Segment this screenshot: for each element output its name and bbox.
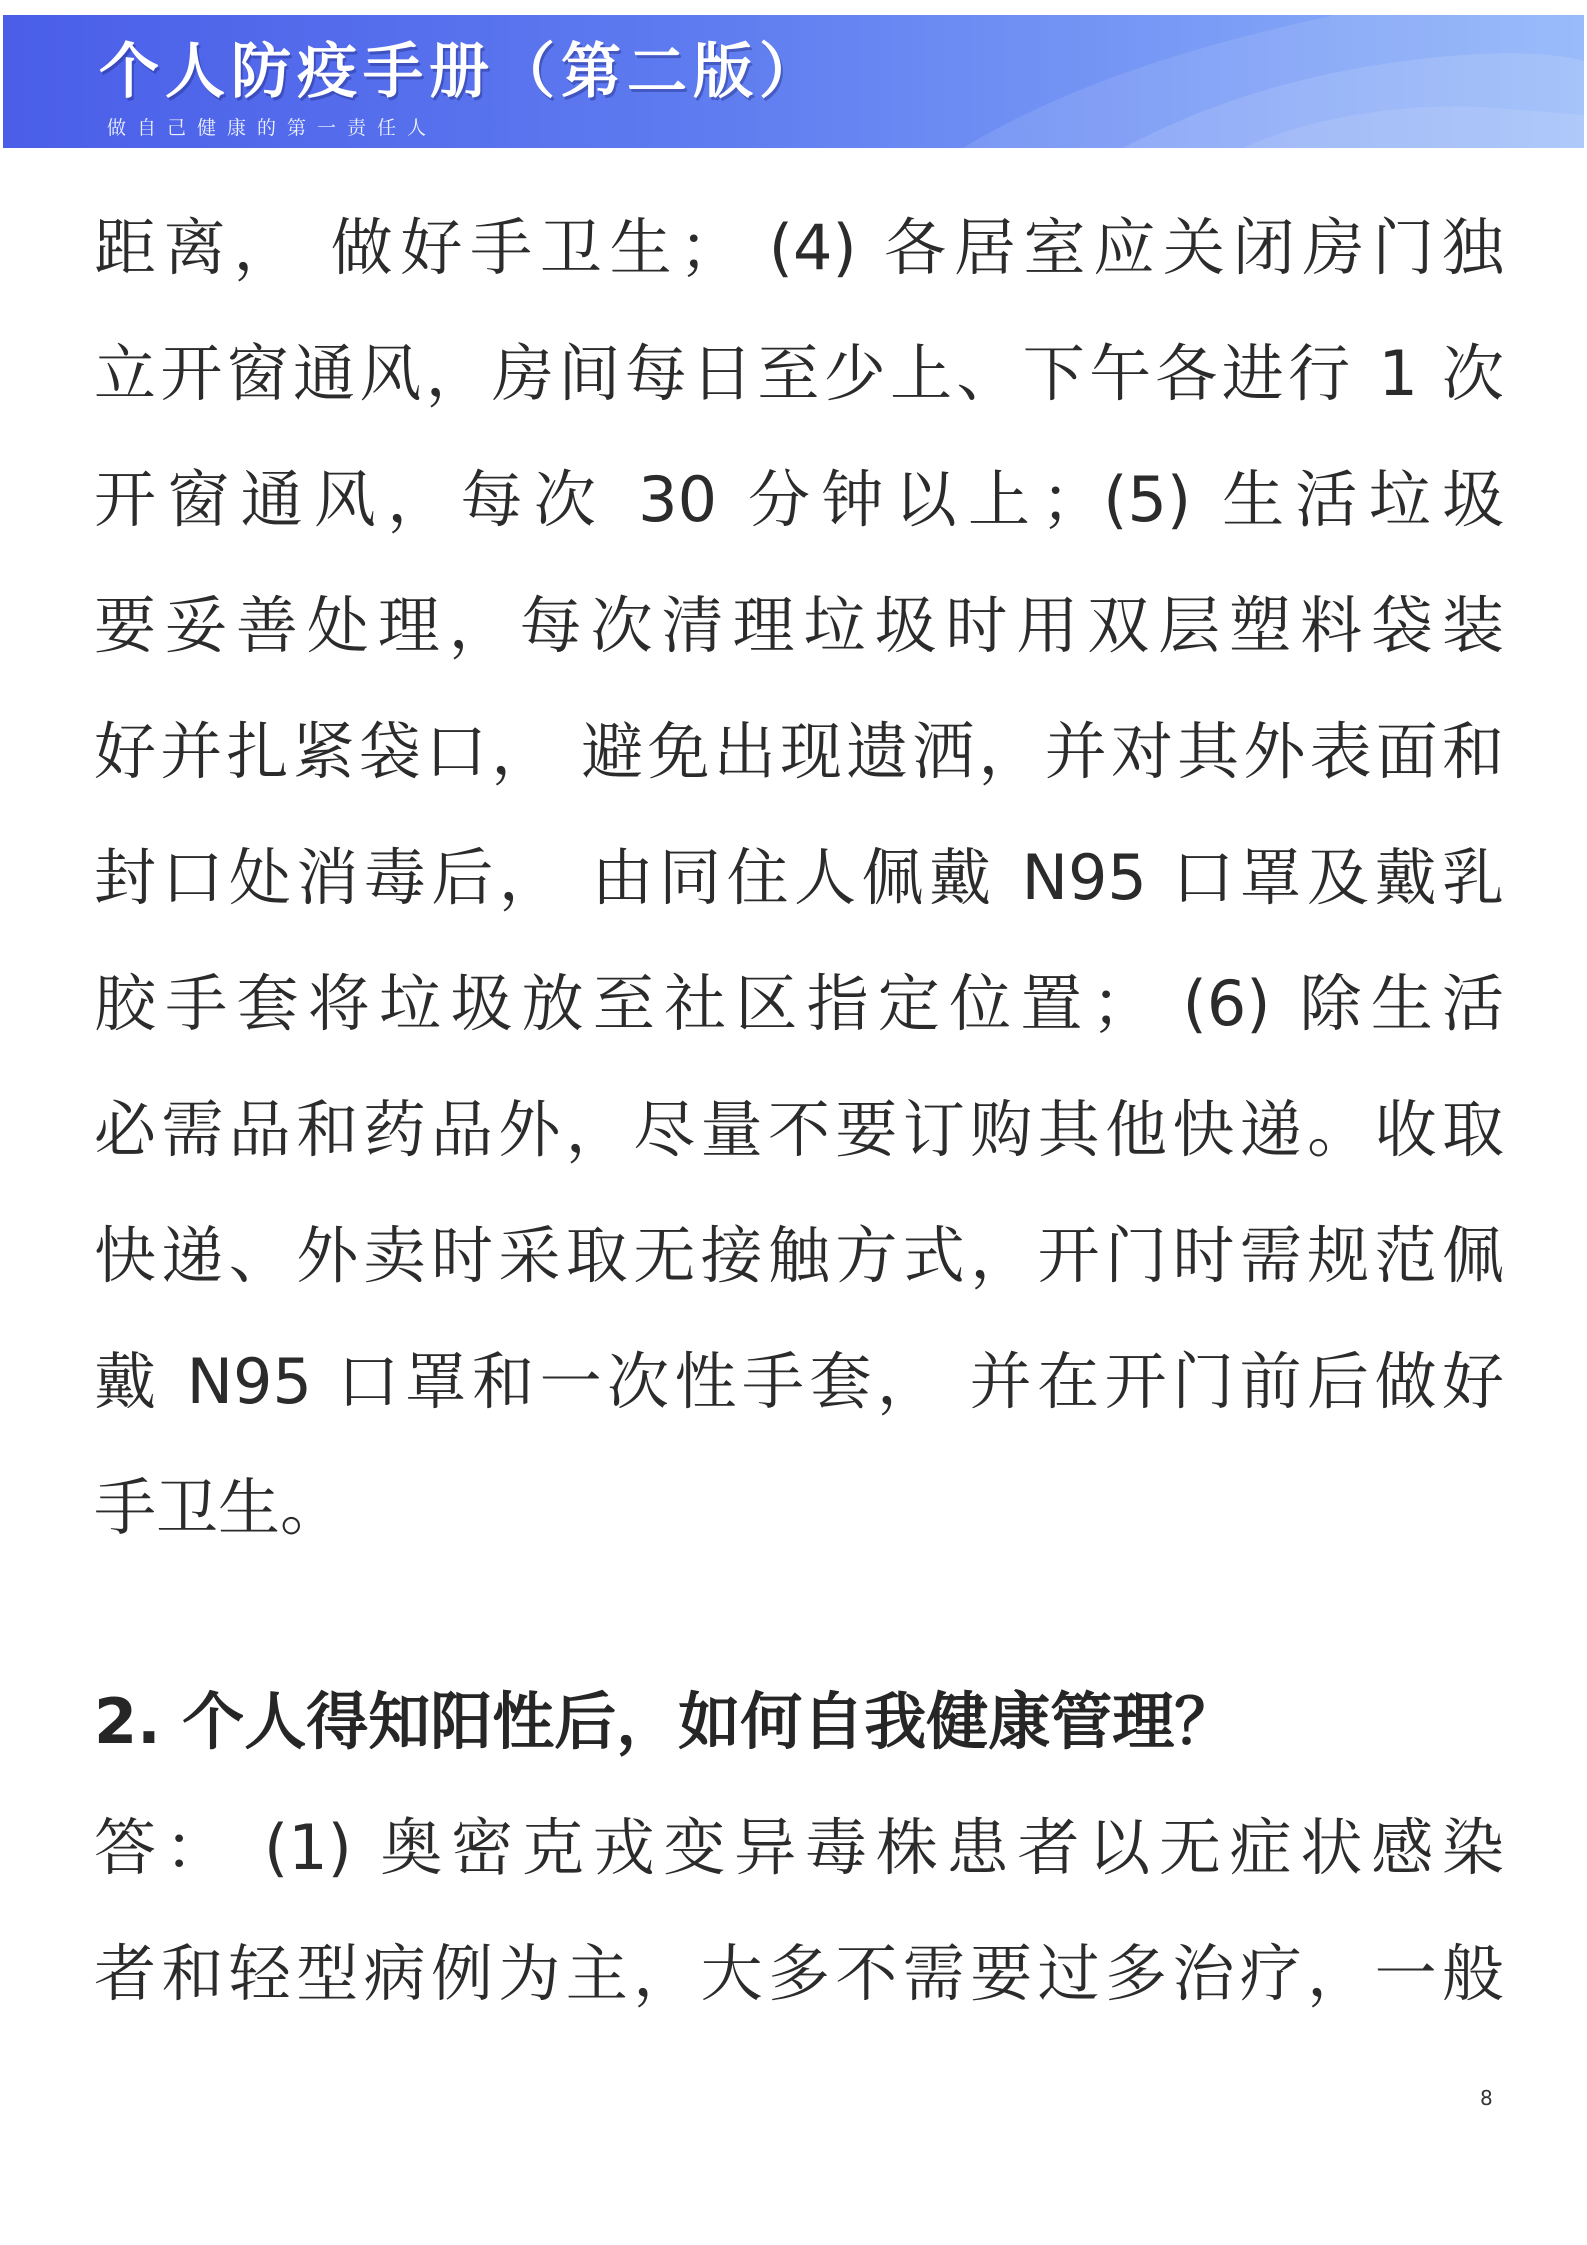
body-paragraph [94,185,1504,1571]
text-line: 快递、外卖时采取无接触方式，开门时需规范佩 [94,1219,1504,1292]
answer-paragraph [94,1785,1504,2037]
text-line: 距离， 做好手卫生； (4) 各居室应关闭房门独 [94,211,1504,284]
page-number: 8 [1480,2086,1493,2110]
handbook-subtitle: 做自己健康的第一责任人 [107,117,438,139]
text-line: 胶手套将垃圾放至社区指定位置； (6) 除生活 [94,967,1504,1040]
text-line: 封口处消毒后， 由同住人佩戴 N95 口罩及戴乳 [94,841,1504,914]
text-line: 手卫生。 [94,1471,343,1544]
page-content [94,185,1504,2037]
text-line: 要妥善处理，每次清理垃圾时用双层塑料袋装 [94,589,1504,662]
text-line: 答： (1) 奥密克戎变异毒株患者以无症状感染 [94,1811,1504,1884]
text-line: 立开窗通风，房间每日至少上、下午各进行 1 次 [94,337,1504,410]
header-banner [3,15,1584,148]
text-line: 好并扎紧袋口， 避免出现遗洒，并对其外表面和 [94,715,1504,788]
text-line: 开窗通风，每次 30 分钟以上；(5) 生活垃圾 [94,463,1504,536]
text-line: 戴 N95 口罩和一次性手套， 并在开门前后做好 [94,1345,1504,1418]
handbook-title: 个人防疫手册（第二版） [99,37,825,107]
question-heading: 2. 个人得知阳性后，如何自我健康管理？ [94,1685,1237,1758]
text-line: 者和轻型病例为主，大多不需要过多治疗，一般 [94,1937,1504,2010]
text-line: 必需品和药品外，尽量不要订购其他快递。收取 [94,1093,1504,1166]
